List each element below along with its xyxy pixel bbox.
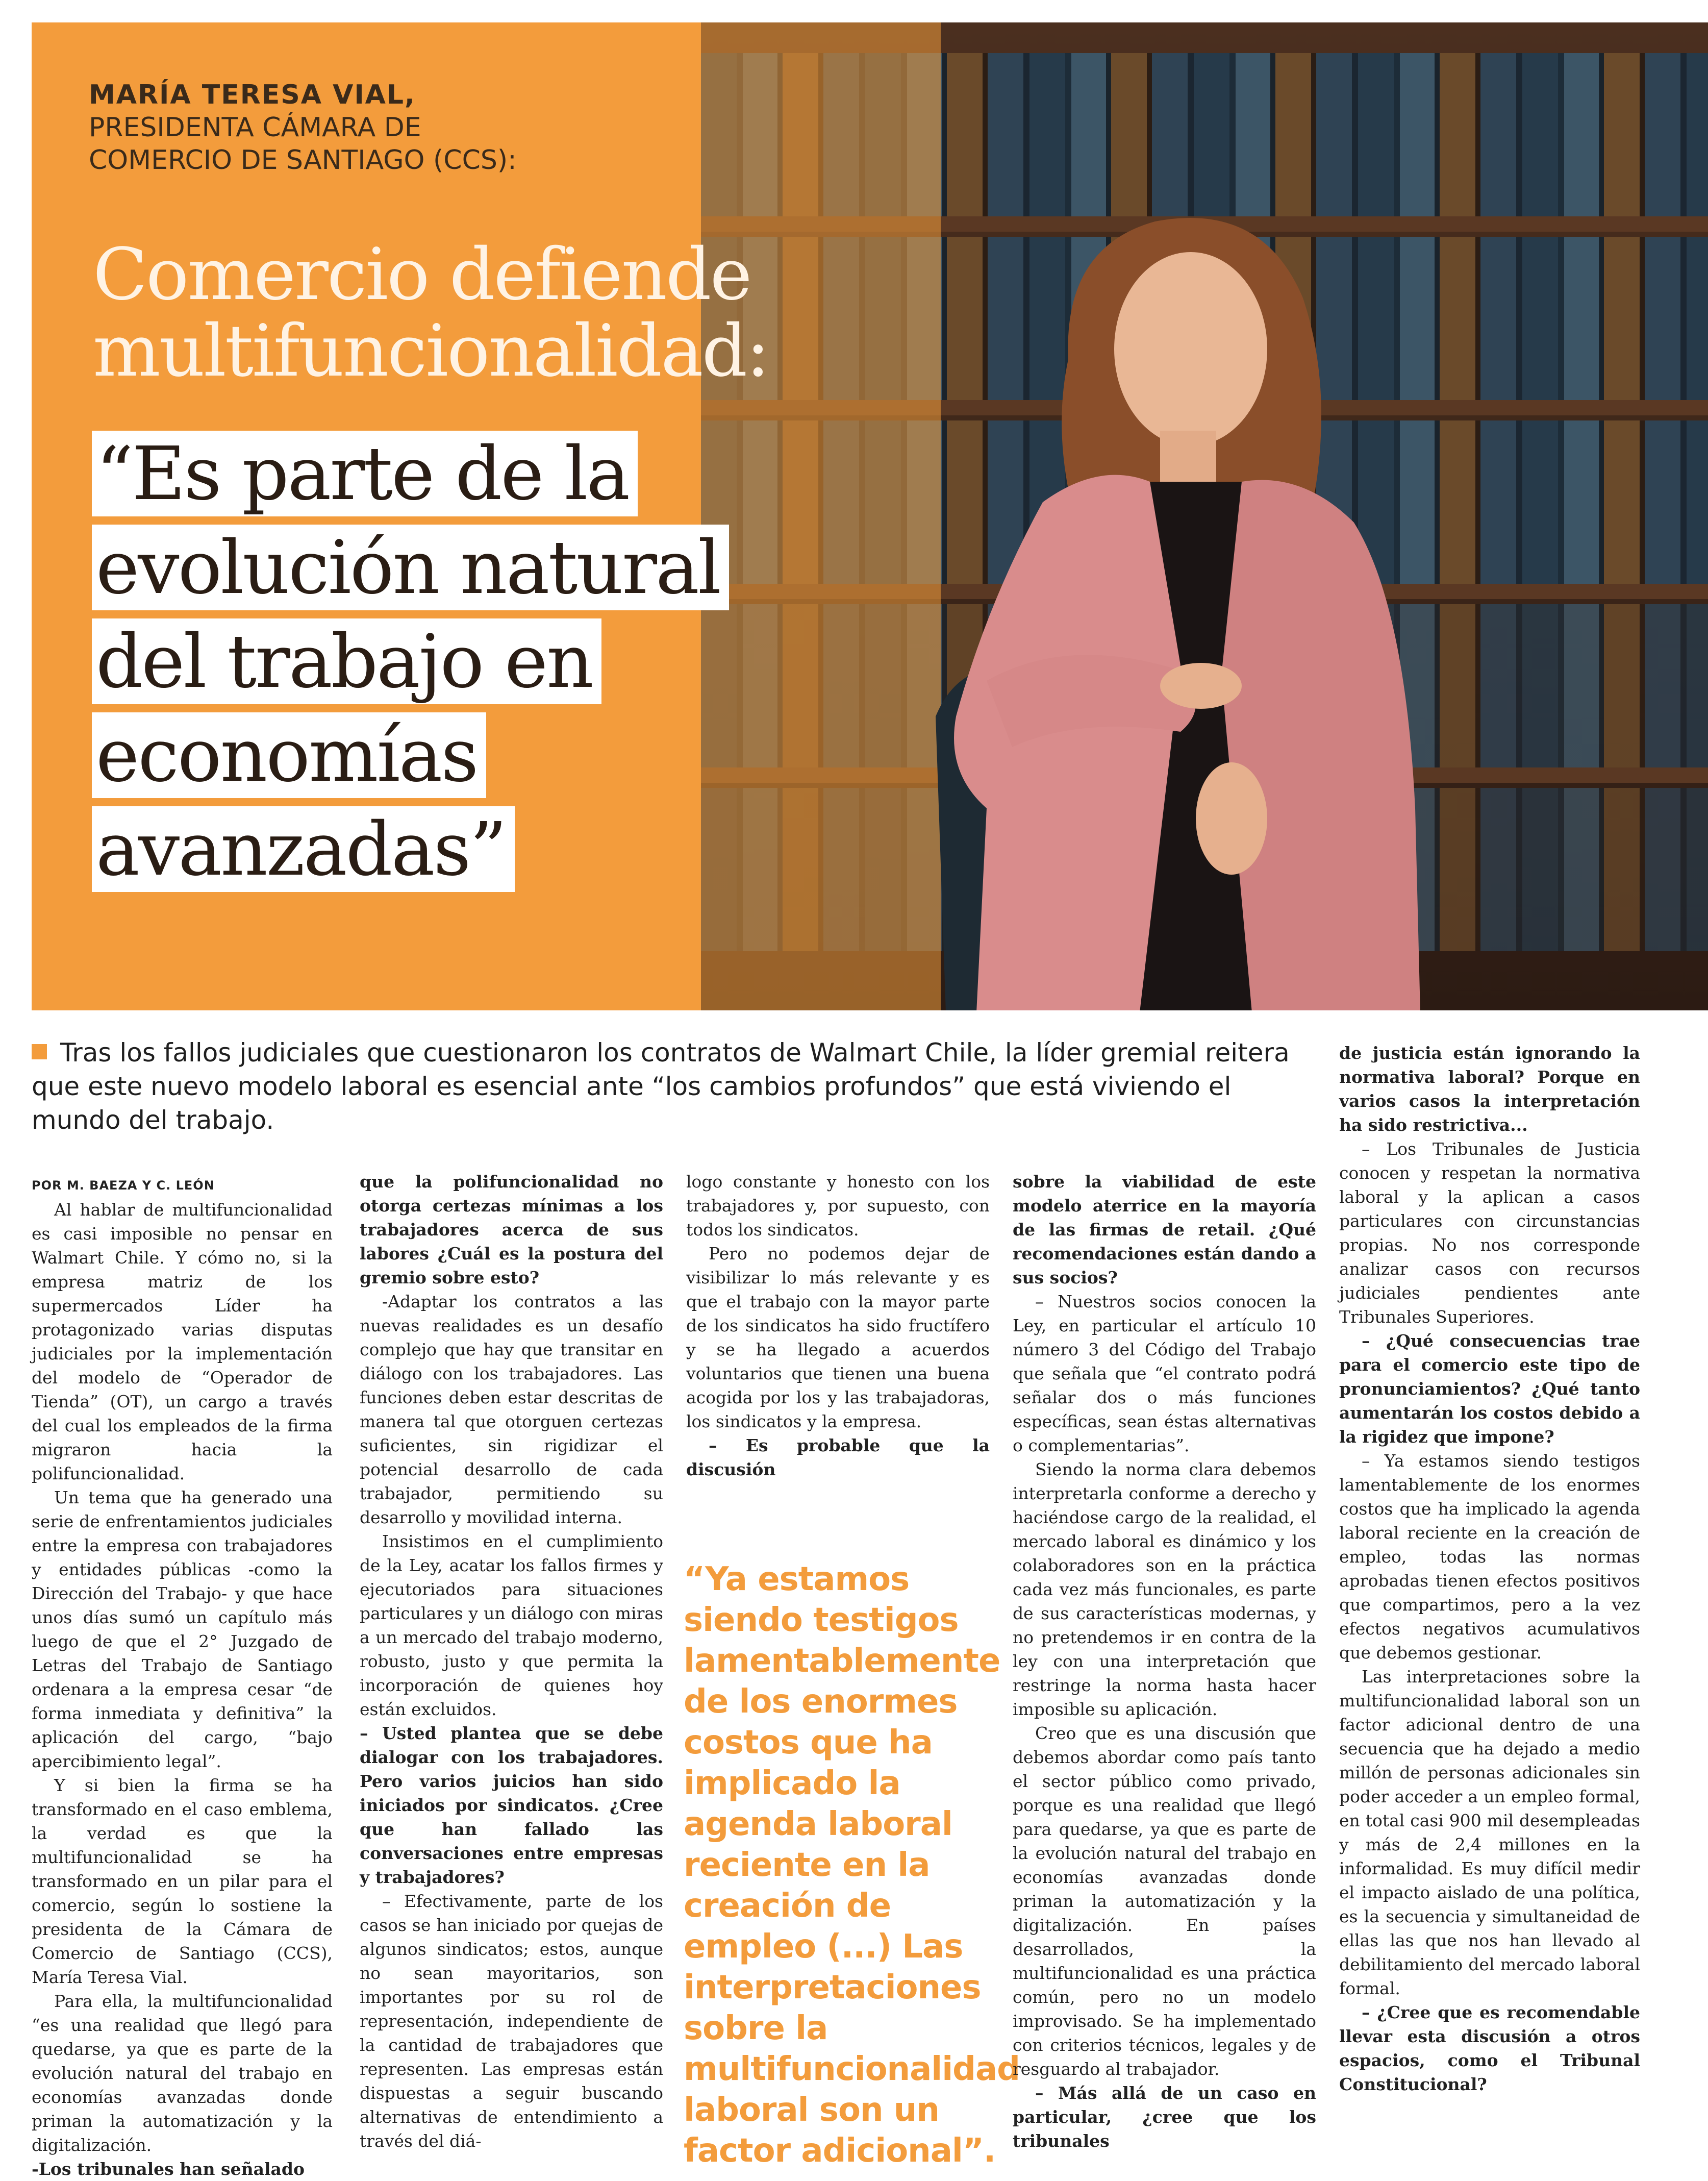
paragraph: – Los Tribunales de Justicia conocen y respetan la normativa laboral y la aplican a casos particulares con circunstancias propias. No nos corresponde analizar casos con recursos judiciales pendientes ante Tribunales Superiores.	[1339, 1139, 1640, 1327]
interviewee-kicker	[89, 79, 701, 177]
paragraph: Creo que es una discusión que debemos abordar como país tanto el sector público como privado, porque es una realidad que llegó para quedarse, ya que es parte de la evolución natural del trabajo en economías avanzadas donde priman la automatización y la digitalización. En países desarrollados, la multifuncionalidad es una práctica común, pero no un modelo improvisado. Se ha implementado con criterios técnicos, legales y de resguardo al trabajador.	[1013, 1723, 1316, 2079]
paragraph: – Ya estamos siendo testigos lamentablemente de los enormes costos que ha implicado la agenda laboral reciente en la creación de empleo, todas las normas aprobadas tienen efectos positivos que compartimos, pero a la vez efectos negativos acumulativos que debemos gestionar.	[1339, 1451, 1640, 1663]
paragraph: – Nuestros socios conocen la Ley, en particular el artículo 10 número 3 del Código del Trabajo que señala que “el contrato podrá señalar dos o más funciones específicas, sean éstas alternativas o complementarias”.	[1013, 1292, 1316, 1455]
interviewee-role-line2: COMERCIO DE SANTIAGO (CCS):	[89, 145, 517, 176]
interview-question: – Más allá de un caso en particular, ¿cree que los tribunales	[1013, 2083, 1316, 2151]
article-column-5	[1339, 1041, 1640, 2096]
paragraph: -Adaptar los contratos a las nuevas realidades es un desafío complejo que hay que transitar en diálogo con los trabajadores. Las funciones deben estar descritas de manera tal que otorguen certezas suficientes, sin rigidizar el potencial desarrollo de cada trabajador, permitiendo su desarrollo y movilidad interna.	[360, 1292, 663, 1527]
interview-question: -Los tribunales han señalado	[32, 2159, 305, 2179]
paragraph: – Efectivamente, parte de los casos se han iniciado por quejas de algunos sindicatos; estos, aunque no sean mayoritarios, son importantes por su rol de representación, independiente de la cantidad de trabajadores que representen. Las empresas están dispuestas a seguir buscando alternativas de entendimiento a través del diá-	[360, 1891, 663, 2151]
byline: POR M. BAEZA Y C. LEÓN	[32, 1178, 215, 1193]
paragraph: Siendo la norma clara debemos interpretarla conforme a derecho y haciéndose cargo de la realidad, el mercado laboral es dinámico y los colaboradores son en la práctica cada vez más funcionales, es parte de sus características modernas, y no pretendemos ir en contra de la ley con una interpretación que restringe la norma hasta hacer imposible su aplicación.	[1013, 1459, 1316, 1719]
lead-paragraph	[32, 1036, 1322, 1137]
pull-quote: “Ya estamos siendo testigos lamentablemente de los enormes costos que ha implicado la agenda laboral reciente en la creación de empleo (...) Las interpretaciones sobre la multifuncionalidad laboral son un factor adicional”.	[684, 1560, 1020, 2170]
interview-question: – ¿Qué consecuencias trae para el comercio este tipo de pronunciamientos? ¿Qué tanto aumentarán los costos debido a la rigidez que impone?	[1339, 1331, 1640, 1447]
headline-line1: Comercio defiende	[93, 233, 751, 316]
article-column-4	[1013, 1170, 1316, 2153]
square-bullet-icon	[32, 1044, 47, 1059]
lead-text: Tras los fallos judiciales que cuestionaron los contratos de Walmart Chile, la líder gremial reitera que este nuevo modelo laboral es esencial ante “los cambios profundos” que está viviendo el mundo del trabajo.	[32, 1038, 1290, 1135]
interview-question: – Usted plantea que se debe dialogar con los trabajadores. Pero varios juicios han sido iniciados por sindicatos. ¿Cree que han fallado las conversaciones entre empresas y trabajadores?	[360, 1723, 663, 1887]
interviewee-name: MARÍA TERESA VIAL,	[89, 80, 416, 110]
article-column-3	[686, 1170, 990, 1481]
interview-question: – Es probable que la discusión	[686, 1435, 990, 1479]
paragraph: Insistimos en el cumplimiento de la Ley, acatar los fallos firmes y ejecutoriados para situaciones particulares y un diálogo con miras a un mercado del trabajo moderno, robusto, justo y que permita la incorporación de quienes hoy están excluidos.	[360, 1531, 663, 1719]
headline-line2: multifuncionalidad:	[93, 310, 769, 393]
headline-quote-line: economías	[92, 712, 486, 798]
paragraph: Pero no podemos dejar de visibilizar lo más relevante y es que el trabajo con la mayor parte de los sindicatos ha sido fructífero y se ha llegado a acuerdos voluntarios que tienen una buena acogida por los y las trabajadoras, los sindicatos y la empresa.	[686, 1244, 990, 1431]
hero-banner	[32, 22, 1708, 1010]
article-column-1	[32, 1174, 333, 2181]
paragraph: Las interpretaciones sobre la multifuncionalidad laboral son un factor adicional dentro de una secuencia que ha dejado a medio millón de personas adicionales sin poder acceder a un empleo formal, en total casi 900 mil desempleadas y más de 2,4 millones en la informalidad. Es muy difícil medir el impacto aislado de una política, es la secuencia y simultaneidad de ellas las que nos han llevado al debilitamiento del mercado laboral formal.	[1339, 1667, 1640, 1998]
paragraph: Y si bien la firma se ha transformado en el caso emblema, la verdad es que la multifuncionalidad se ha transformado en un pilar para el comercio, según lo sostiene la presidenta de la Cámara de Comercio de Santiago (CCS), María Teresa Vial.	[32, 1775, 333, 1987]
headline-quote-line: evolución natural	[92, 525, 729, 610]
headline-quote-line: “Es parte de la	[92, 431, 638, 516]
paragraph: Al hablar de multifuncionalidad es casi imposible no pensar en Walmart Chile. Y cómo no, si la empresa matriz de los supermercados Líder ha protagonizado varias disputas judiciales por la implementación del modelo de “Operador de Tienda” (OT), un cargo a través del cual los empleados de la firma migraron hacia la polifuncionalidad.	[32, 1200, 333, 1483]
article-column-2	[360, 1170, 663, 2153]
interview-question: que la polifuncionalidad no otorga certezas mínimas a los trabajadores acerca de sus labores ¿Cuál es la postura del gremio sobre esto?	[360, 1172, 663, 1287]
headline-quote-line: avanzadas”	[92, 806, 515, 892]
paragraph: logo constante y honesto con los trabajadores y, por supuesto, con todos los sindicatos.	[686, 1172, 990, 1240]
paragraph: Para ella, la multifuncionalidad “es una realidad que llegó para quedarse, ya que es parte de la evolución natural del trabajo en economías avanzadas donde priman la automatización y la digitalización.	[32, 1991, 333, 2155]
headline-quote	[92, 431, 908, 900]
interview-question: de justicia están ignorando la normativa laboral? Porque en varios casos la interpretación ha sido restrictiva...	[1339, 1043, 1640, 1135]
headline	[93, 233, 1011, 393]
headline-quote-line: del trabajo en	[92, 618, 601, 704]
paragraph: Un tema que ha generado una serie de enfrentamientos judiciales entre la empresa con trabajadores y entidades públicas -como la Dirección del Trabajo- y que hace unos días sumó un capítulo más luego de que el 2° Juzgado de Letras del Trabajo de Santiago ordenara a la empresa cesar “de forma inmediata y definitiva” la aplicación del cargo, “bajo apercibimiento legal”.	[32, 1488, 333, 1771]
interview-question: sobre la viabilidad de este modelo aterrice en la mayoría de las firmas de retail. ¿Qué recomendaciones están dando a sus socios?	[1013, 1172, 1316, 1287]
interview-question: – ¿Cree que es recomendable llevar esta discusión a otros espacios, como el Tribunal Constitucional?	[1339, 2002, 1640, 2094]
interviewee-role-line1: PRESIDENTA CÁMARA DE	[89, 112, 421, 143]
